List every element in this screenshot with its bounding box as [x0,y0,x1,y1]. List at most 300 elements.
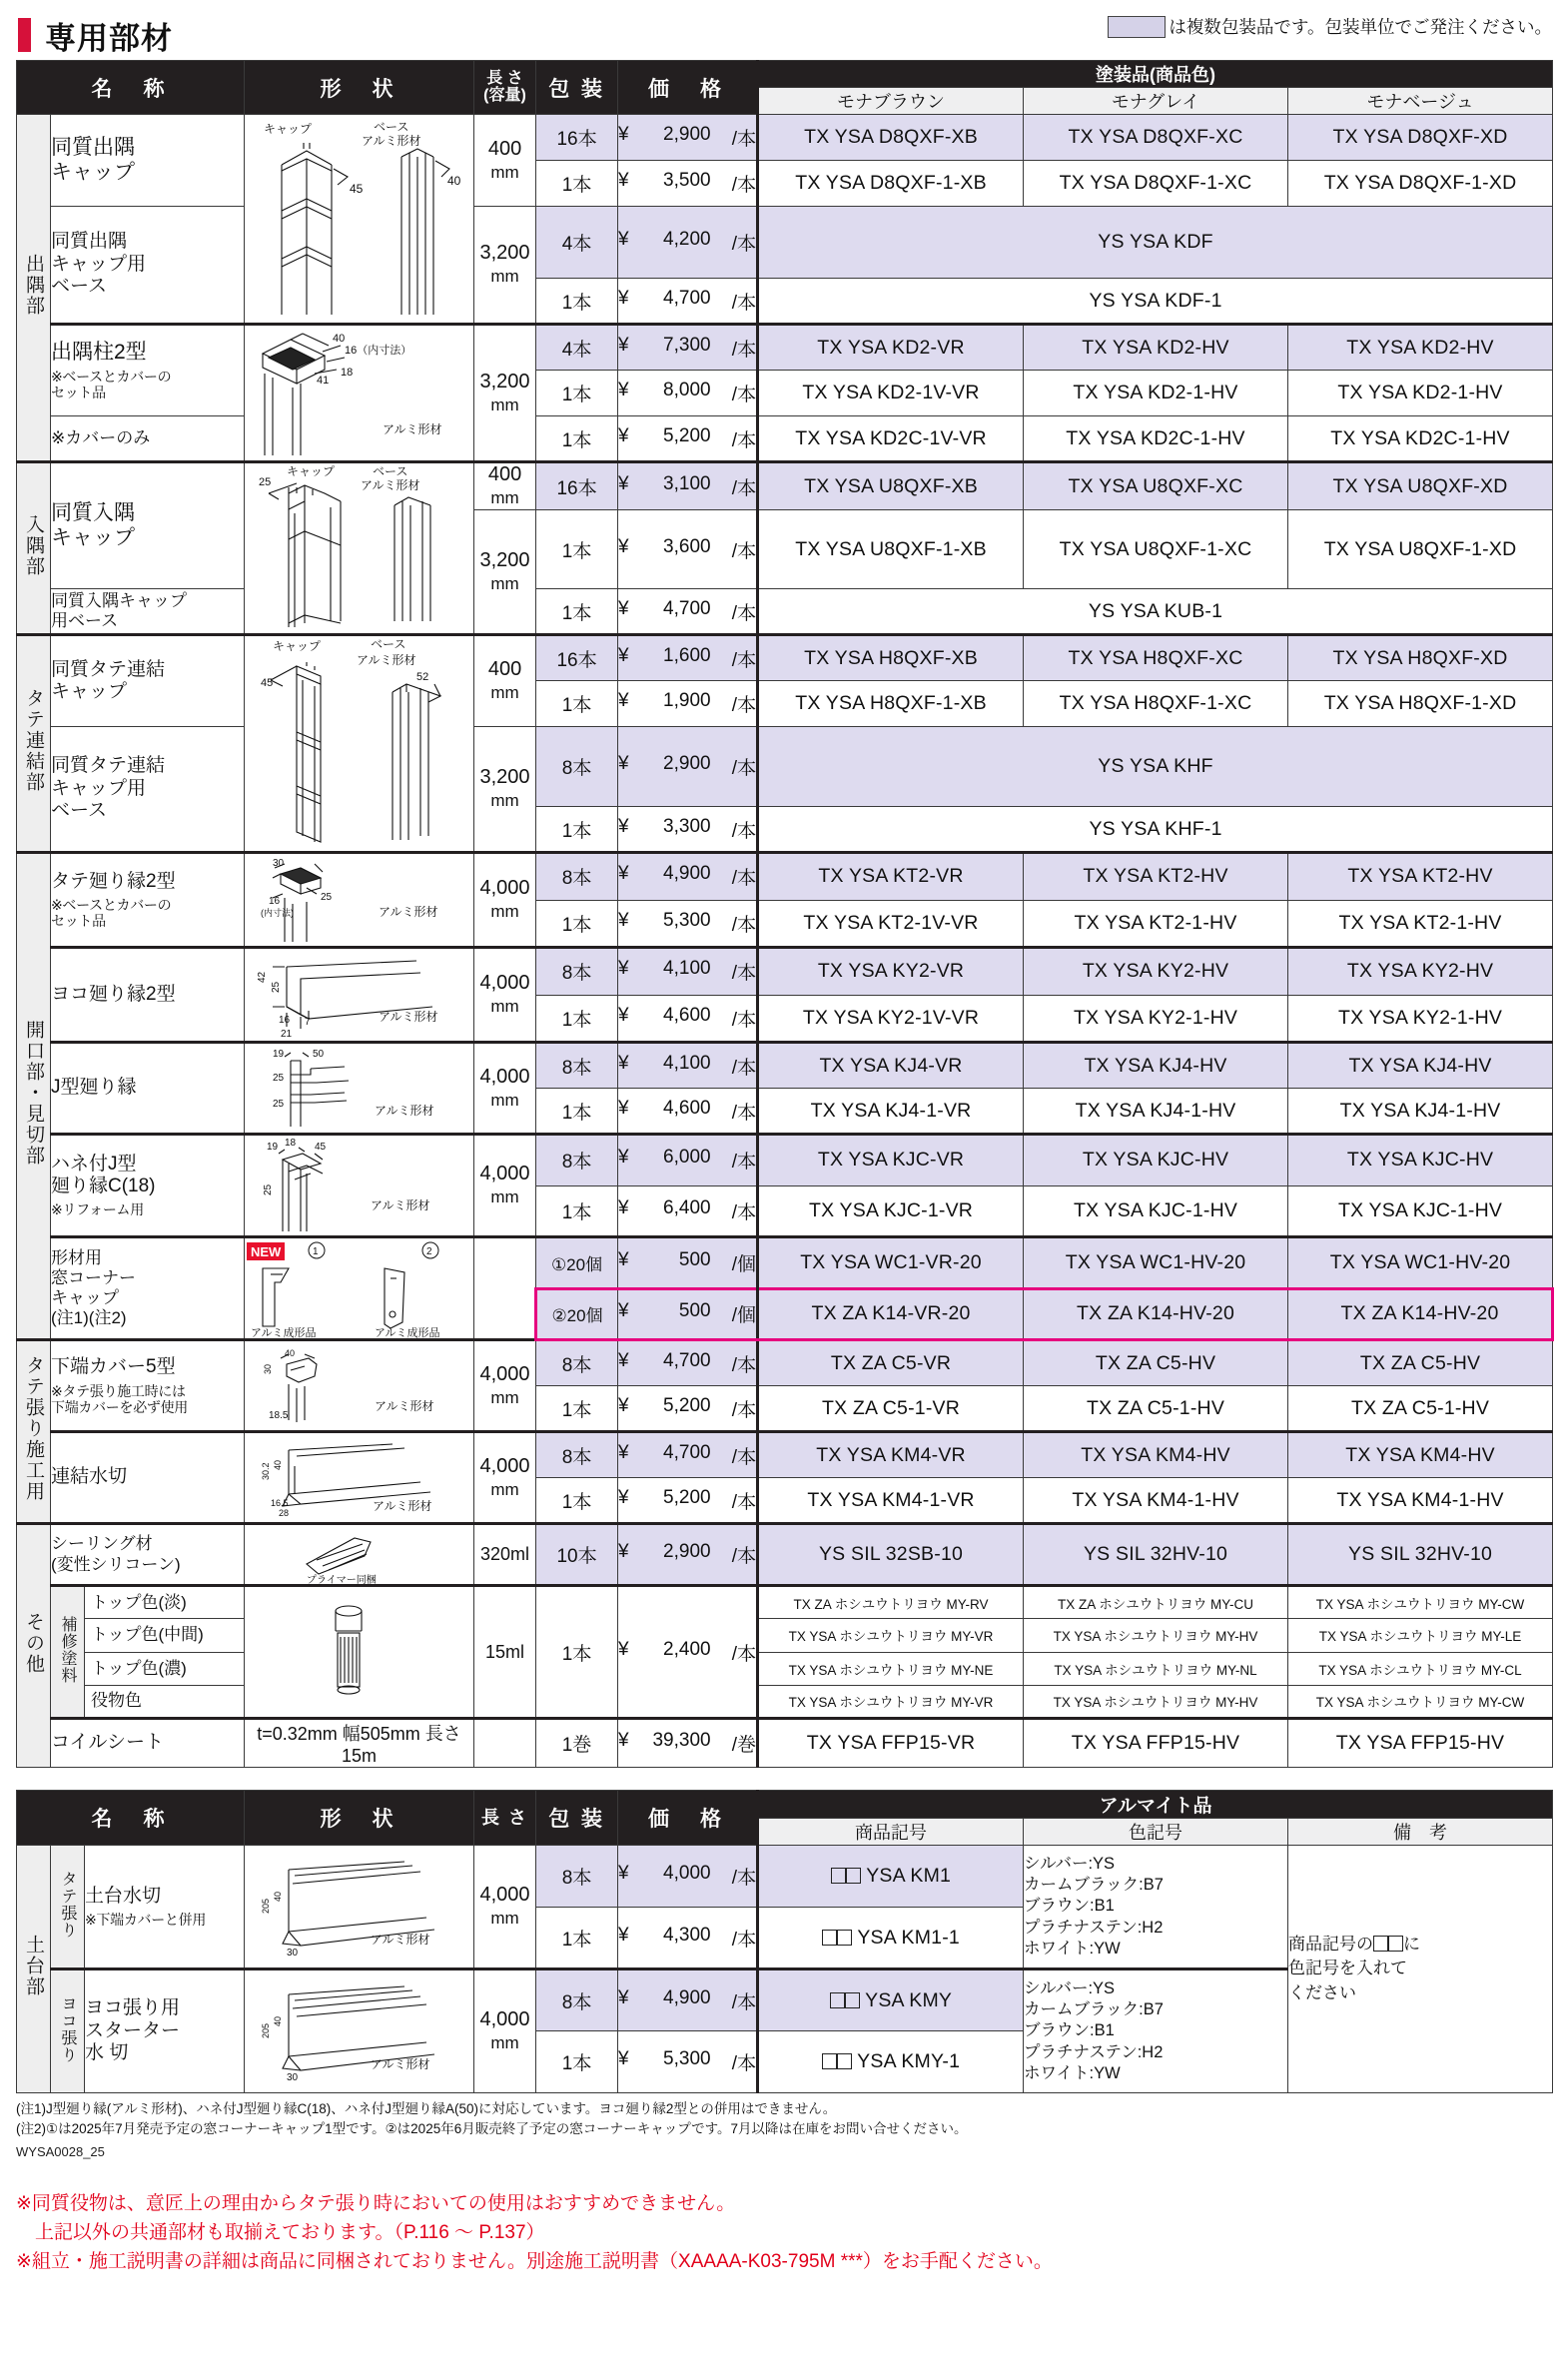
product-length: 4,000 mm [474,948,536,1043]
product-name: 下端カバー5型 ※タテ張り施工時には 下端カバーを必ず使用 [51,1340,245,1432]
product-shape-figure [245,853,474,948]
product-code: TX YSA KJC-1-HV [1024,1185,1288,1237]
product-code: TX YSA KD2-HV [1288,325,1553,371]
col-header-shape: 形 状 [245,1791,474,1846]
color-symbol-list [1024,1846,1288,1969]
product-code: TX YSA KT2-1V-VR [758,900,1024,948]
product-code: TX YSA ホシユウトリヨウ MY-VR [758,1685,1024,1718]
product-code: TX YSA WC1-VR-20 [758,1237,1024,1289]
product-code-span: YS YSA KDF-1 [758,279,1553,325]
red-note-3: ※組立・施工説明書の詳細は商品に同梱されておりません。別途施工説明書（XAAAA-K03-795M ***）をお手配ください。 [16,2251,1053,2273]
product-code: TX YSA D8QXF-XC [1024,115,1288,161]
svg-text:30: 30 [287,1948,299,1959]
product-code: TX YSA ホシユウトリヨウ MY-CW [1288,1586,1553,1619]
product-code: TX YSA KD2C-1-HV [1024,416,1288,462]
product-length-empty [474,1719,536,1768]
svg-text:キャップ: キャップ [273,639,322,653]
svg-text:42: 42 [257,971,269,983]
product-code: TX YSA KD2C-1-HV [1288,416,1553,462]
svg-text:キャップ: キャップ [287,464,336,478]
product-length: 4,000 mm [474,1340,536,1432]
table-row [17,1135,1553,1186]
blank-square-icon [845,1992,860,2008]
blank-square-icon [822,1930,837,1946]
product-name: 同質出隅 キャップ用 ベース [51,207,245,325]
product-code: TX YSA KM4-1-HV [1288,1478,1553,1524]
package-qty: 16本 [536,635,618,681]
product-shape-figure [245,635,474,853]
product-length: 400 mm [474,635,536,727]
product-name: コイルシート [51,1719,245,1768]
price-cell: ¥ 4,700 /本 [618,1432,758,1478]
product-code: TX YSA KD2-VR [758,325,1024,371]
product-code: TX ZA C5-1-VR [758,1386,1024,1432]
shitaba-cover-drawing [245,1344,459,1428]
price-cell: ¥ 3,600 /本 [618,510,758,589]
svg-text:16.5: 16.5 [271,1497,289,1508]
product-note: ※カバーのみ [51,416,245,462]
package-qty: 8本 [536,1135,618,1186]
product-code: TX YSA ホシユウトリヨウ MY-HV [1024,1685,1288,1718]
legend-note [1108,14,1552,39]
price-cell: ¥ 7,300 /本 [618,325,758,371]
product-code: TX YSA U8QXF-1-XD [1288,510,1553,589]
svg-text:25: 25 [263,1183,275,1195]
svg-text:25: 25 [273,1072,285,1084]
product-code: TX YSA KM4-HV [1024,1432,1288,1478]
table-row [17,1043,1553,1089]
svg-text:18.5: 18.5 [269,1409,289,1421]
product-shape-figure [245,1586,474,1719]
color-item: シルバー:YS [1024,1979,1116,1998]
product-code: TX YSA ホシユウトリヨウ MY-CW [1288,1685,1553,1718]
col-header-color-1: モナブラウン [758,88,1024,115]
svg-text:52: 52 [416,671,429,683]
product-shape-figure [245,1432,474,1524]
svg-text:19: 19 [273,1048,285,1060]
product-code: TX YSA KJC-HV [1024,1135,1288,1186]
price-cell: ¥ 3,100 /本 [618,462,758,510]
group-label-tatebari: タテ張り [51,1846,85,1969]
group-label-sonota: その他 [17,1524,51,1768]
product-code: TX YSA KM4-1-HV [1024,1478,1288,1524]
product-length: 3,200 mm [474,510,536,635]
svg-text:プライマー同梱: プライマー同梱 [307,1574,377,1584]
col-header-shape: 形 状 [245,61,474,115]
col-header-length-main: 長 さ [486,69,523,87]
svg-text:2: 2 [426,1246,432,1257]
product-length: 400 mm [474,115,536,207]
product-code: TX YSA H8QXF-1-XB [758,681,1024,727]
legend-note-text: は複数包装品です。包装単位でご発注ください。 [1169,17,1552,37]
dodai-mizukiri-drawing [245,1852,459,1962]
price-cell: ¥ 8,000 /本 [618,371,758,416]
product-length: 4,000 mm [474,1969,536,2093]
product-symbol: YSA KMY [758,1969,1024,2031]
product-code: TX YSA H8QXF-1-XC [1024,681,1288,727]
product-length: 4,000 mm [474,1432,536,1524]
product-note: ※下端カバーと併用 [85,1912,207,1929]
red-notes [16,2189,1552,2277]
remarks-cell: 商品記号の に 色記号を入れて ください [1288,1846,1553,2093]
product-name: 同質出隅 キャップ [51,115,245,207]
footnotes [16,2099,1552,2140]
package-qty: 8本 [536,1969,618,2031]
footnote-1: (注1)J型廻り縁(アルミ形材)、ハネ付J型廻り縁C(18)、ハネ付J型廻り縁A(50)に対応しています。ヨコ廻り縁2型との併用はできません。 [16,2101,837,2116]
product-code: TX YSA U8QXF-XD [1288,462,1553,510]
svg-text:ベース: ベース [371,637,406,651]
svg-text:40: 40 [285,1347,296,1358]
price-cell: ¥ 4,900 /本 [618,853,758,901]
product-code: TX YSA H8QXF-1-XD [1288,681,1553,727]
product-code: TX YSA FFP15-HV [1024,1719,1288,1768]
table-row [17,1237,1553,1289]
svg-text:アルミ形材: アルミ形材 [371,1933,430,1947]
product-code: TX YSA KY2-VR [758,948,1024,996]
price-cell: ¥ 5,300 /本 [618,900,758,948]
product-code-span: YS YSA KHF [758,727,1553,807]
red-note-2: 上記以外の共通部材も取揃えております。（P.116 ～ P.137） [16,2221,545,2243]
product-symbol: YSA KM1 [758,1846,1024,1908]
product-name: トップ色(濃) [85,1652,245,1685]
product-name: タテ廻り縁2型 ※ベースとカバーの セット品 [51,853,245,948]
svg-text:30: 30 [287,2072,299,2083]
product-code: YS SIL 32HV-10 [1288,1524,1553,1586]
product-length: 3,200 mm [474,207,536,325]
product-code: TX YSA KY2-HV [1288,948,1553,996]
svg-text:16: 16 [269,896,281,907]
price-cell: ¥ 5,200 /本 [618,416,758,462]
package-qty: 1本 [536,807,618,853]
table-row [17,325,1553,371]
product-code: TX YSA ホシユウトリヨウ MY-HV [1024,1619,1288,1652]
product-name: 同質タテ連結 キャップ [51,635,245,727]
package-qty: 1本 [536,1586,618,1719]
table-row [17,462,1553,510]
product-code: TX YSA KD2-1V-VR [758,371,1024,416]
group-label-tate-renketsu: タテ連結部 [17,635,51,853]
svg-text:アルミ形材: アルミ形材 [373,1498,432,1513]
product-name: ヨコ張り用 スターター 水 切 [85,1969,245,2093]
yoko-mawaribuchi-drawing [245,949,459,1041]
alumite-parts-table [16,1790,1553,2093]
product-shape-figure [245,462,474,635]
svg-text:アルミ成形品: アルミ成形品 [251,1327,317,1338]
svg-text:16（内寸法）: 16（内寸法） [345,345,412,357]
product-note: ※ベースとカバーの セット品 [51,897,172,930]
product-code: TX YSA KM4-VR [758,1432,1024,1478]
price-cell: ¥ 5,200 /本 [618,1478,758,1524]
package-qty: 1本 [536,416,618,462]
package-qty: 1本 [536,161,618,207]
price-cell: ¥ 5,300 /本 [618,2031,758,2093]
product-code: TX YSA D8QXF-1-XB [758,161,1024,207]
package-qty: 8本 [536,853,618,901]
product-length: 4,000 mm [474,1135,536,1237]
svg-text:アルミ形材: アルミ形材 [371,2057,430,2071]
price-cell: ¥ 2,400 /本 [618,1586,758,1719]
product-code: TX YSA U8QXF-1-XB [758,510,1024,589]
product-length: 320ml [474,1524,536,1586]
product-code: TX YSA KY2-1-HV [1288,995,1553,1043]
svg-text:ベース: ベース [373,464,408,478]
svg-text:18: 18 [341,367,354,379]
product-code: TX YSA H8QXF-XD [1288,635,1553,681]
product-code: TX YSA KJ4-HV [1024,1043,1288,1089]
footnote-2: (注2)①は2025年7月発売予定の窓コーナーキャップ1型です。②は2025年6月販売終了予定の窓コーナーキャップです。7月以降は在庫をお問い合せください。 [16,2121,968,2137]
price-cell: ¥ 2,900 /本 [618,1524,758,1586]
package-qty: 8本 [536,948,618,996]
product-name: 出隅柱2型 ※ベースとカバーの セット品 [51,325,245,416]
product-code: TX YSA KJ4-VR [758,1043,1024,1089]
svg-text:45: 45 [350,182,364,196]
package-qty: 1本 [536,2031,618,2093]
blank-square-icon [822,2053,837,2069]
window-corner-cap-drawing [245,1238,472,1338]
price-cell: ¥ 4,700 /本 [618,1340,758,1386]
svg-text:アルミ形材: アルミ形材 [357,653,416,667]
col-header-package: 包 装 [536,61,618,115]
col-header-package: 包 装 [536,1791,618,1846]
product-code: TX YSA ホシユウトリヨウ MY-NE [758,1652,1024,1685]
svg-text:アルミ形材: アルミ形材 [361,478,420,492]
product-code: TX YSA KJC-HV [1288,1135,1553,1186]
product-spec: t=0.32mm 幅505mm 長さ15m [245,1719,474,1768]
color-item: ホワイト:YW [1024,1939,1121,1958]
price-cell: ¥ 2,900 /本 [618,115,758,161]
svg-text:40: 40 [333,333,346,345]
svg-text:アルミ形材: アルミ形材 [375,1103,434,1118]
product-note: ※ベースとカバーの セット品 [51,369,172,401]
product-name: 連結水切 [51,1432,245,1524]
price-cell: ¥ 4,300 /本 [618,1908,758,1969]
product-code: TX YSA D8QXF-XD [1288,115,1553,161]
price-cell: ¥ 39,300 /巻 [618,1719,758,1768]
product-code: TX YSA D8QXF-XB [758,115,1024,161]
product-shape-figure [245,1043,474,1135]
svg-text:25: 25 [259,476,272,488]
package-qty: ①20個 [536,1237,618,1289]
package-qty: 1本 [536,510,618,589]
product-length: 4,000 mm [474,1846,536,1969]
product-code: TX ZA C5-1-HV [1024,1386,1288,1432]
blank-square-icon [837,1930,852,1946]
product-code: TX YSA U8QXF-XB [758,462,1024,510]
color-item: ブラウン:B1 [1024,1897,1115,1916]
product-code: TX ZA C5-HV [1024,1340,1288,1386]
product-code: TX YSA U8QXF-XC [1024,462,1288,510]
product-code: TX YSA U8QXF-1-XC [1024,510,1288,589]
product-code: TX YSA KD2-HV [1024,325,1288,371]
product-shape-figure [245,325,474,462]
svg-text:アルミ形材: アルミ形材 [379,905,438,919]
product-shape-figure [245,1846,474,1969]
product-code: TX YSA WC1-HV-20 [1288,1237,1553,1289]
price-cell: ¥ 6,000 /本 [618,1135,758,1186]
price-cell: ¥ 4,900 /本 [618,1969,758,2031]
product-code: TX ZA K14-HV-20 [1288,1288,1553,1340]
title-accent-bar [18,18,31,52]
product-length: 3,200 mm [474,727,536,853]
product-length: 15ml [474,1586,536,1719]
svg-text:アルミ形材: アルミ形材 [379,1010,438,1024]
product-code: TX YSA ホシユウトリヨウ MY-NL [1024,1652,1288,1685]
product-name: J型廻り縁 [51,1043,245,1135]
touchup-bottle-drawing [245,1587,459,1717]
svg-text:40: 40 [273,1891,284,1902]
product-shape-figure [245,1524,474,1586]
specialty-parts-table [16,60,1554,1768]
page-title: 専用部材 [45,20,173,56]
table-row [17,1524,1553,1586]
product-code: TX ZA ホシユウトリヨウ MY-CU [1024,1586,1288,1619]
package-qty: 16本 [536,462,618,510]
product-code: TX ZA C5-HV [1288,1340,1553,1386]
table-row [17,1586,1553,1619]
svg-text:205: 205 [261,2022,272,2038]
product-code: TX YSA ホシユウトリヨウ MY-VR [758,1619,1024,1652]
product-code: TX YSA KM4-1-VR [758,1478,1024,1524]
red-note-1: ※同質役物は、意匠上の理由からタテ張り時においての使用はおすすめできません。 [16,2192,736,2214]
svg-text:アルミ成形品: アルミ成形品 [375,1327,440,1338]
table-row [17,853,1553,901]
svg-text:18: 18 [285,1138,297,1149]
irizumi-cap-drawing [245,463,459,633]
package-qty: 1本 [536,1386,618,1432]
product-shape-figure [245,1340,474,1432]
price-cell: ¥ 4,600 /本 [618,1089,758,1135]
product-name: ハネ付J型 廻り縁C(18) ※リフォーム用 [51,1135,245,1237]
product-code: TX YSA FFP15-HV [1288,1719,1553,1768]
product-code: TX YSA KY2-1V-VR [758,995,1024,1043]
sealing-nozzle-drawing [245,1526,459,1584]
product-code: TX YSA KJ4-HV [1288,1043,1553,1089]
package-qty: 1本 [536,1185,618,1237]
product-name: トップ色(中間) [85,1619,245,1652]
product-code: TX YSA D8QXF-1-XD [1288,161,1553,207]
j-mawaribuchi-drawing [245,1045,459,1133]
svg-text:キャップ: キャップ [264,122,313,136]
document-code: WYSA0028_25 [16,2143,105,2159]
product-code: YS SIL 32SB-10 [758,1524,1024,1586]
package-qty: 1本 [536,371,618,416]
col-header-remarks: 備 考 [1288,1819,1553,1846]
package-qty: 1本 [536,1478,618,1524]
product-code: YS SIL 32HV-10 [1024,1524,1288,1586]
blank-square-icon [837,2053,852,2069]
product-shape-figure [245,1237,474,1340]
group-label-tatebari: タテ張り施工用 [17,1340,51,1524]
product-shape-figure [245,948,474,1043]
product-code: TX ZA C5-VR [758,1340,1024,1386]
table-row [17,1719,1553,1768]
product-code: TX YSA KJ4-1-VR [758,1089,1024,1135]
product-code: TX YSA KT2-1-HV [1288,900,1553,948]
tate-renketsu-cap-drawing [245,636,459,851]
product-name: シーリング材 (変性シリコーン) [51,1524,245,1586]
product-shape-figure [245,115,474,325]
price-cell: ¥ 4,000 /本 [618,1846,758,1908]
price-cell: ¥ 1,900 /本 [618,681,758,727]
svg-text:28: 28 [279,1507,290,1518]
product-code: TX YSA KJC-1-VR [758,1185,1024,1237]
product-code: TX YSA KY2-HV [1024,948,1288,996]
hane-j-mawaribuchi-drawing [245,1136,459,1235]
product-symbol: YSA KMY-1 [758,2031,1024,2093]
product-code: TX ZA ホシユウトリヨウ MY-RV [758,1586,1024,1619]
table-row [17,635,1553,681]
svg-text:30: 30 [273,858,285,869]
product-code: TX YSA KJC-VR [758,1135,1024,1186]
color-item: プラチナステン:H2 [1024,1918,1164,1937]
package-qty: 1本 [536,1089,618,1135]
col-header-name: 名 称 [17,61,245,115]
price-cell: ¥ 4,600 /本 [618,995,758,1043]
svg-text:アルミ形材: アルミ形材 [362,134,421,148]
svg-text:(内寸法): (内寸法) [261,908,295,918]
group-label-kaikoubu: 開口部・見切部 [17,853,51,1340]
product-code-span: YS YSA KUB-1 [758,589,1553,635]
product-name: トップ色(淡) [85,1586,245,1619]
svg-text:50: 50 [313,1048,325,1060]
group-label-irizumi: 入隅部 [17,462,51,635]
dezumi-post-drawing [245,326,459,460]
price-cell: ¥ 5,200 /本 [618,1386,758,1432]
product-name: 役物色 [85,1685,245,1718]
product-name: 同質入隅キャップ 用ベース [51,589,245,635]
color-item: カームブラック:B7 [1024,2000,1164,2019]
svg-text:40: 40 [447,174,461,188]
yokobari-starter-drawing [245,1976,459,2086]
product-shape-figure [245,1969,474,2093]
product-code: TX YSA H8QXF-XB [758,635,1024,681]
price-cell: ¥ 500 /個 [618,1237,758,1289]
product-note: ※リフォーム用 [51,1201,144,1218]
col-header-name: 名 称 [17,1791,245,1846]
svg-text:NEW: NEW [251,1244,282,1259]
product-length: 4,000 mm [474,853,536,948]
svg-text:1: 1 [313,1246,319,1257]
product-code-span: YS YSA KDF [758,207,1553,279]
svg-text:アルミ形材: アルミ形材 [371,1198,430,1212]
price-cell: ¥ 2,900 /本 [618,727,758,807]
package-qty: ②20個 [536,1288,618,1340]
blank-square-icon [846,1868,861,1884]
product-code: TX ZA K14-HV-20 [1024,1288,1288,1340]
col-header-price: 価 格 [618,1791,758,1846]
product-code: TX YSA ホシユウトリヨウ MY-CL [1288,1652,1553,1685]
package-qty: 1本 [536,279,618,325]
svg-text:アルミ形材: アルミ形材 [375,1398,434,1413]
package-qty: 4本 [536,207,618,279]
price-cell: ¥ 4,700 /本 [618,589,758,635]
dezumi-cap-drawing [252,119,466,319]
product-code: TX YSA D8QXF-1-XC [1024,161,1288,207]
package-qty: 1本 [536,995,618,1043]
col-header-price: 価 格 [618,61,758,115]
svg-text:205: 205 [261,1898,272,1914]
package-qty: 8本 [536,1340,618,1386]
product-code: TX YSA KY2-1-HV [1024,995,1288,1043]
product-code: TX YSA KJ4-1-HV [1024,1089,1288,1135]
package-qty: 1巻 [536,1719,618,1768]
product-code: TX YSA KJC-1-HV [1288,1185,1553,1237]
table-row [17,1846,1553,1908]
product-name: 同質入隅 キャップ [51,462,245,589]
price-cell: ¥ 3,300 /本 [618,807,758,853]
color-item: カームブラック:B7 [1024,1876,1164,1895]
package-qty: 16本 [536,115,618,161]
